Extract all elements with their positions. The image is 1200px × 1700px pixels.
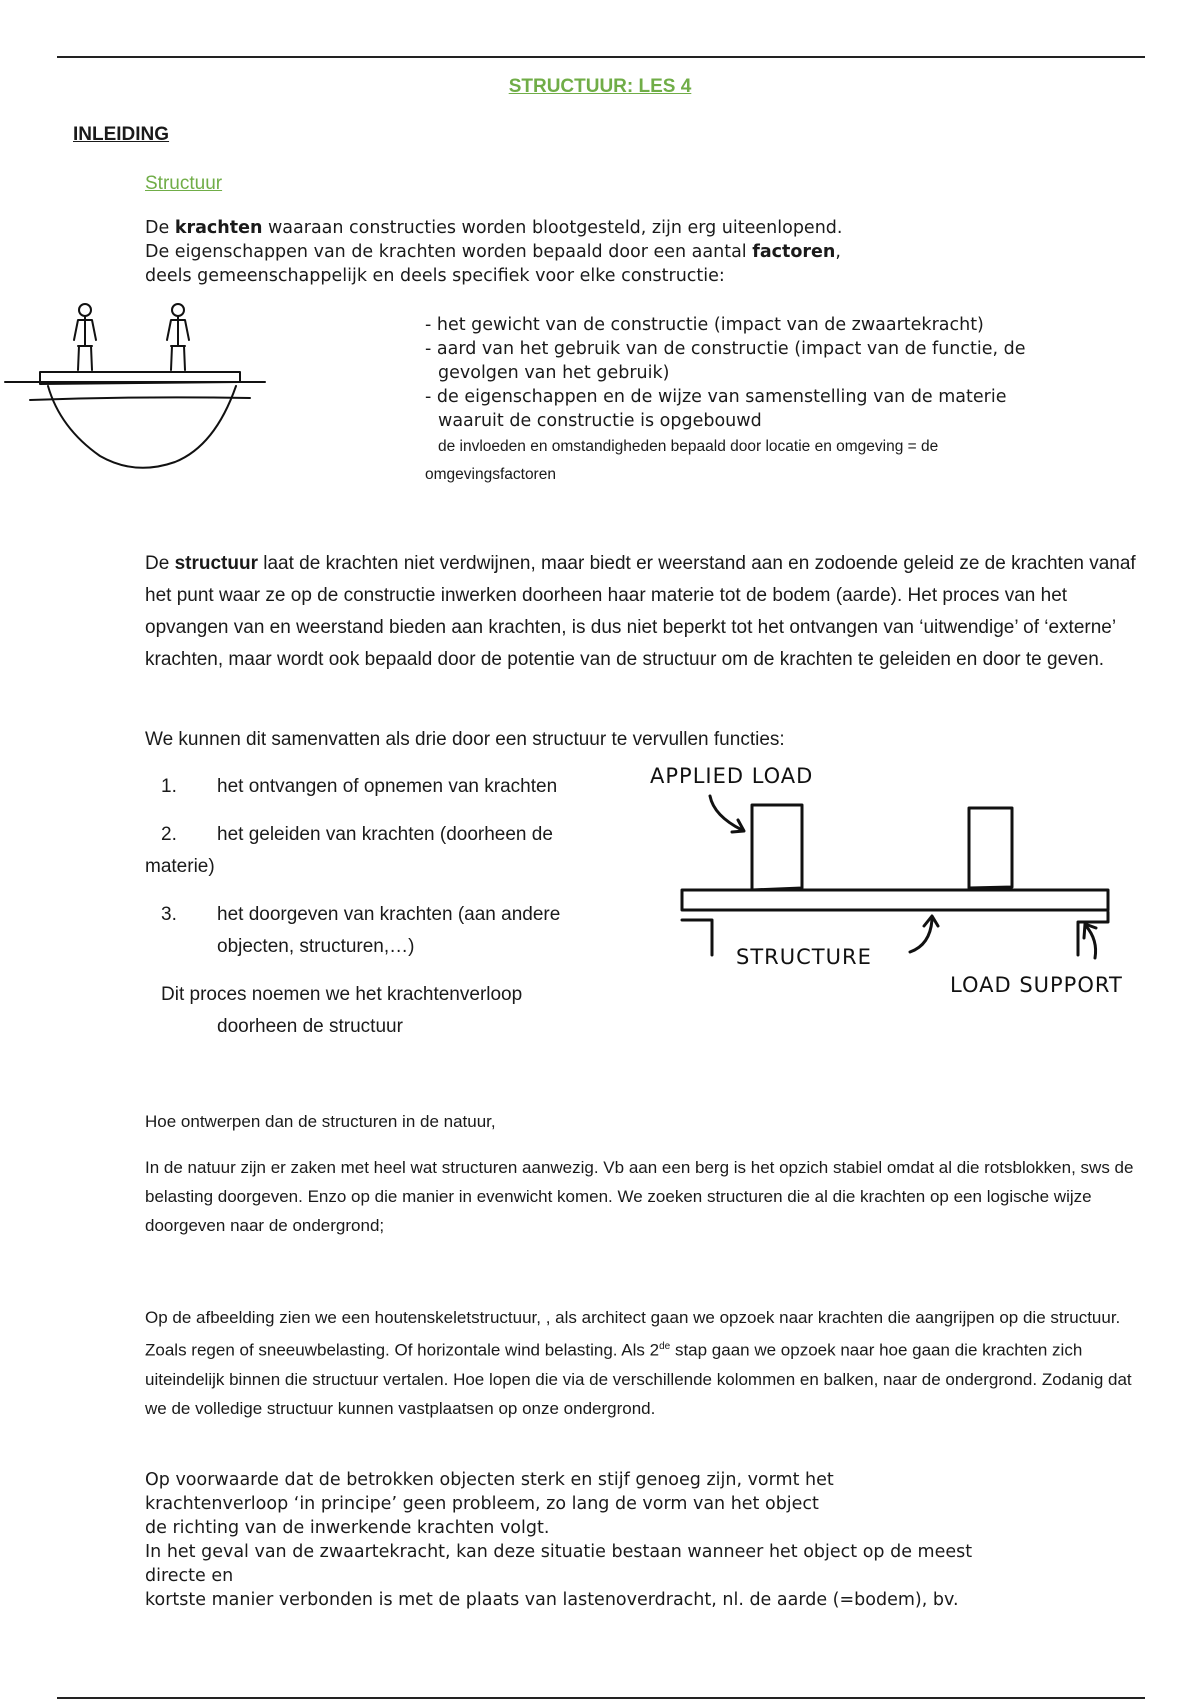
subsection-heading: Structuur [145,173,223,194]
factor-item: de invloeden en omstandigheden bepaald door locatie en omgeving = de [438,438,939,455]
structure-label: STRUCTURE [736,945,872,969]
structure-paragraph: De structuur laat de krachten niet verdwijnen, maar biedt er weerstand aan en zodoende geleid ze de krachten vanaf het punt waar ze op de constructie inwerken doorheen haar materie tot de bodem (aarde). Het proces van het opvangen van en weerstand bieden aan krachten, is dus niet beperkt tot het ontvangen van ‘uitwendige’ of ‘externe’ krachten, maar wordt ook bepaald door de potentie van de structuur om de krachten te geleiden en door te geven. [145,553,1136,670]
top-rule [57,56,1145,58]
summary-line: We kunnen dit samenvatten als drie door een structuur te vervullen functies: [145,729,785,750]
factor-item-cont: gevolgen van het gebruik) [438,363,670,383]
factor-item: - aard van het gebruik van de constructie (impact van de functie, de [425,339,1026,359]
section-heading: INLEIDING [73,124,170,145]
applied-load-label: APPLIED LOAD [650,764,814,788]
functions-list [145,771,625,1043]
factor-item: - de eigenschappen en de wijze van samenstelling van de materie [425,387,1007,407]
closing-paragraph: Op voorwaarde dat de betrokken objecten sterk en stijf genoeg zijn, vormt het krachtenverloop ‘in principe’ geen probleem, zo lang de vorm van het object de richting van de inwerkende krachten volgt. In het geval van de zwaartekracht, kan deze situatie bestaan wanneer het object op de meest directe en kortste manier verbonden is met de plaats van lastenoverdracht, nl. de aarde (=bodem), bv. [145,1470,973,1610]
page-title: STRUCTUUR: LES 4 [508,76,692,97]
function-item: 3. het doorgeven van krachten (aan andere objecten, structuren,…) [161,904,561,957]
factors-list [425,313,1145,489]
load-support-label: LOAD SUPPORT [950,973,1123,997]
function-item: 2. het geleiden van krachten (doorheen de materie) [145,824,553,877]
bottom-rule [57,1697,1145,1699]
factor-item-cont: omgevingsfactoren [425,466,556,483]
load-diagram [640,760,1160,1010]
nature-paragraph: In de natuur zijn er zaken met heel wat structuren aanwezig. Vb aan een berg is het opzich stabiel omdat al die rotsblokken, sws de belasting doorgeven. Enzo op die manier in evenwicht komen. We zoeken structuren die al die krachten op een logische wijze doorgeven naar de ondergrond; [145,1158,1134,1235]
wood-paragraph: Op de afbeelding zien we een houtenskeletstructuur, , als architect gaan we opzoek naar krachten die aangrijpen op die structuur. Zoals regen of sneeuwbelasting. Of horizontale wind belasting. Als 2de stap gaan we opzoek naar hoe gaan die krachten zich uiteindelijk binnen die structuur vertalen. Hoe lopen die via de verschillende kolommen en balken, naar de ondergrond. Zodanig dat we de volledige structuur kunnen vastplaatsen op onze ondergrond. [145,1308,1132,1418]
factor-item: - het gewicht van de constructie (impact van de zwaartekracht) [425,315,984,335]
process-text: Dit proces noemen we het krachtenverloop doorheen de structuur [161,984,523,1037]
bridge-sketch [0,298,270,478]
function-item: 1. het ontvangen of opnemen van krachten [161,776,558,797]
intro-paragraph: De krachten waaraan constructies worden blootgesteld, zijn erg uiteenlopend. De eigenschappen van de krachten worden bepaald door een aantal factoren, deels gemeenschappelijk en deels specifiek voor elke constructie: [145,218,843,286]
nature-question: Hoe ontwerpen dan de structuren in de natuur, [145,1112,496,1131]
factor-item-cont: waaruit de constructie is opgebouwd [438,411,762,431]
